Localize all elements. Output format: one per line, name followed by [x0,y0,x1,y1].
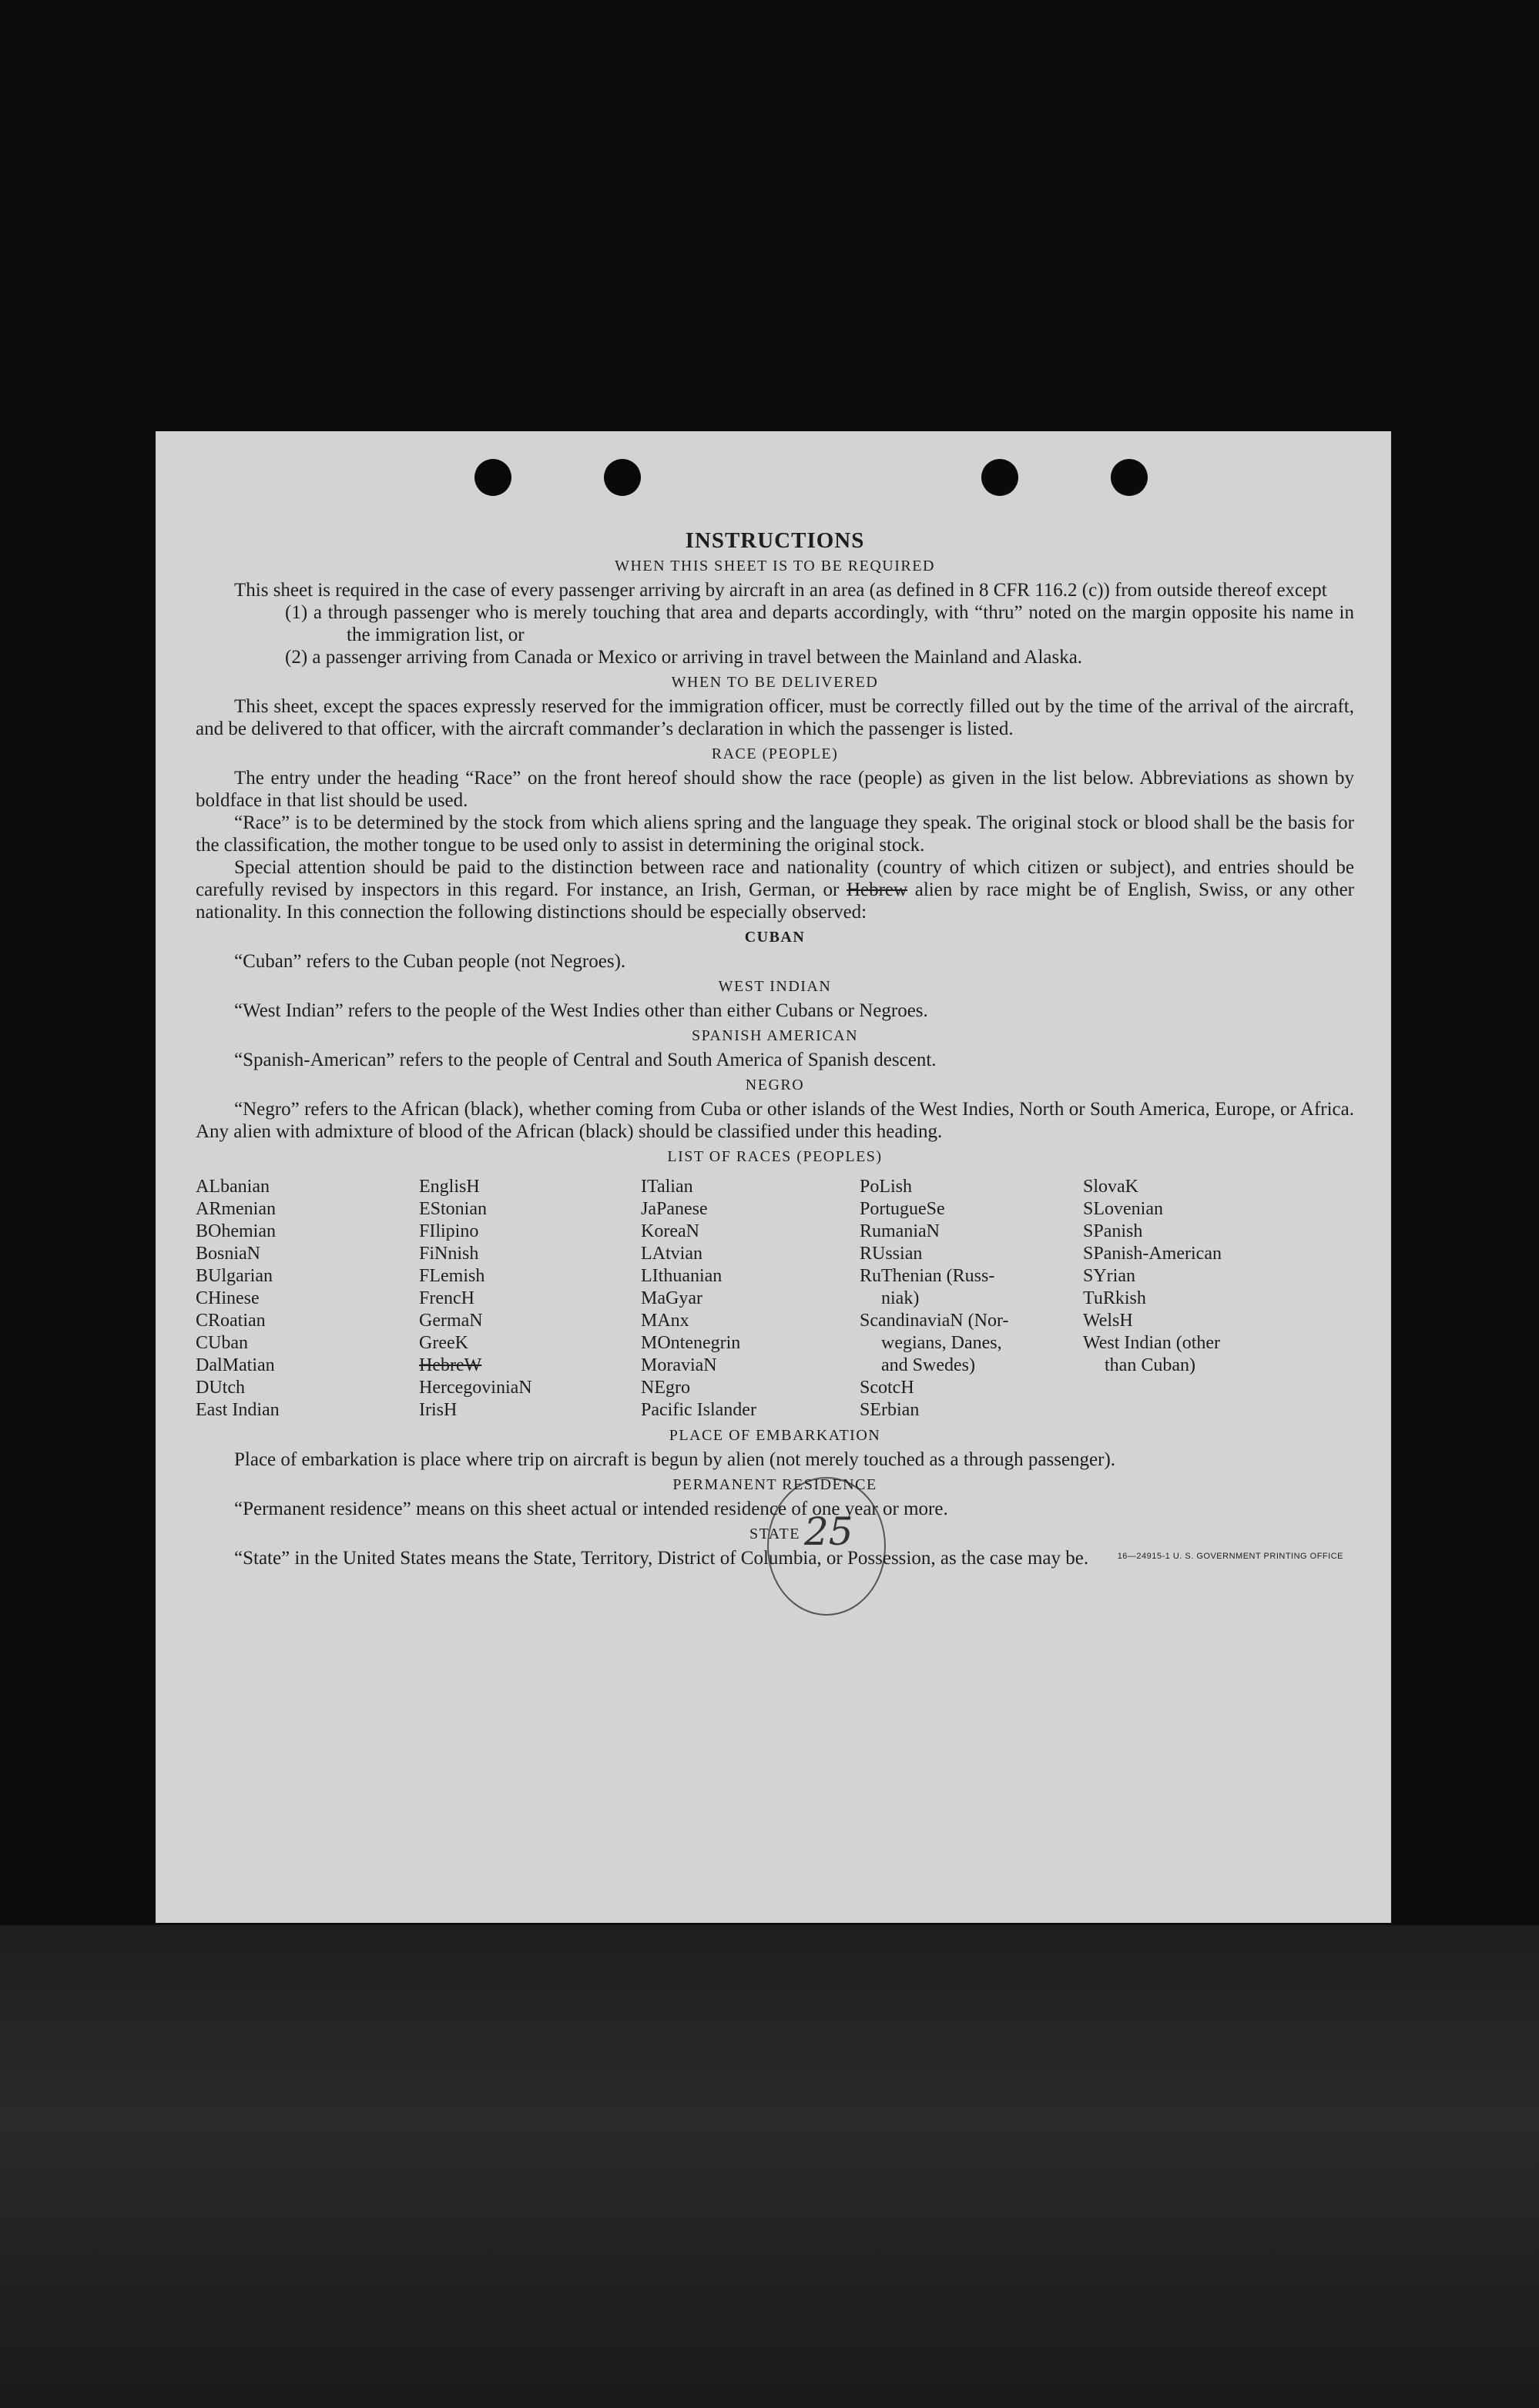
race-entry: FIlipino [419,1221,479,1241]
punch-hole [474,459,511,496]
exception-item-2: (2) a passenger arriving from Canada or Mexico or arriving in travel between the Mainland and Alaska. [285,647,1083,668]
handwritten-mark-text: 25 [804,1509,853,1554]
instruction-sheet [156,431,1391,1923]
punch-hole [1111,459,1148,496]
race-entry: MoraviaN [641,1355,717,1375]
race-entry: RuThenian (Russ- [860,1266,995,1286]
race-paragraph-3-start: Special attention should be paid to the distinction between race and nationality (country of which citizen or subject), and entries should be carefully revised by inspectors in this regard. For instance, an Irish, German, or [196,857,1354,900]
race-column [1083,1176,1283,1422]
race-entry: NEgro [641,1378,690,1398]
section-heading: WHEN TO BE DELIVERED [671,674,879,691]
race-entry: BUlgarian [196,1266,273,1286]
race-entry: ITalian [641,1177,693,1197]
race-entry: EStonian [419,1199,487,1219]
spanish-american-text: “Spanish-American” refers to the people of Central and South America of Spanish descent. [234,1050,937,1070]
race-entry: ScotcH [860,1378,914,1398]
race-entry: SLovenian [1083,1199,1163,1219]
race-column [641,1176,860,1422]
cuban-text: “Cuban” refers to the Cuban people (not Negroes). [234,951,626,972]
race-paragraph-3 [196,856,1354,923]
page-title: INSTRUCTIONS [685,528,865,553]
west-indian-text: “West Indian” refers to the people of the West Indies other than either Cubans or Negroes. [234,1000,928,1021]
section-heading: SPANISH AMERICAN [691,1027,859,1044]
race-entry: MOntenegrin [641,1333,741,1353]
race-entry-continuation: niak) [881,1288,920,1308]
section-heading: STATE [749,1526,800,1542]
race-paragraph-2: “Race” is to be determined by the stock from which aliens spring and the language they speak. The original stock or blood shall be the basis for the classification, the mother tongue to be used only to assist in determining the original stock. [196,812,1354,856]
race-entry: MAnx [641,1311,689,1331]
when-delivered-text: This sheet, except the spaces expressly reserved for the immigration officer, must be correctly filled out by the time of the arrival of the aircraft, and be delivered to that officer, with the aircraft commander’s declaration in which the passenger is listed. [196,696,1354,739]
race-entry-continuation: and Swedes) [881,1355,975,1375]
race-entry: LAtvian [641,1244,702,1264]
race-entry-struck: HebreW [419,1355,482,1375]
negro-text: “Negro” refers to the African (black), whether coming from Cuba or other islands of the West Indies, North or South America, Europe, or Africa. Any alien with admixture of blood of the African (black) should be classified under this heading. [196,1099,1354,1142]
race-entry-continuation: wegians, Danes, [881,1333,1002,1353]
race-entry: RumaniaN [860,1221,940,1241]
background-lower-band [0,1925,1539,2408]
race-entry: East Indian [196,1400,280,1420]
section-heading: RACE (PEOPLE) [711,745,839,762]
race-entry: DalMatian [196,1355,275,1375]
race-entry: MaGyar [641,1288,702,1308]
race-entry: GermaN [419,1311,483,1331]
race-entry: CUban [196,1333,248,1353]
race-entry: DUtch [196,1378,245,1398]
race-entry: PoLish [860,1177,913,1197]
race-entry: Pacific Islander [641,1400,756,1420]
race-entry: WelsH [1083,1311,1133,1331]
race-entry: BOhemian [196,1221,276,1241]
section-heading: LIST OF RACES (PEOPLES) [667,1148,883,1165]
race-entry: SErbian [860,1400,920,1420]
race-entry: SPanish-American [1083,1244,1222,1264]
race-entry: SlovaK [1083,1177,1138,1197]
punch-hole [981,459,1018,496]
printing-office-code: 16—24915-1 U. S. GOVERNMENT PRINTING OFFICE [1117,1552,1343,1561]
race-entry: CRoatian [196,1311,266,1331]
race-entry: FiNnish [419,1244,479,1264]
race-entry: HercegoviniaN [419,1378,532,1398]
race-entry: FLemish [419,1266,485,1286]
state-text: “State” in the United States means the State, Territory, District of Columbia, or Possession, as the case may be. [234,1548,1089,1569]
struck-word: Hebrew [846,879,908,900]
race-entry: West Indian (other [1083,1333,1221,1353]
race-entry: CHinese [196,1288,260,1308]
race-entry: FrencH [419,1288,474,1308]
race-list-table [196,1176,1354,1422]
residence-text: “Permanent residence” means on this sheet actual or intended residence of one year or more. [234,1499,948,1519]
race-entry: LIthuanian [641,1266,723,1286]
race-entry: ARmenian [196,1199,276,1219]
section-heading: PERMANENT RESIDENCE [672,1476,877,1493]
race-entry: JaPanese [641,1199,708,1219]
instructions-body [196,530,1354,1569]
section-heading: WEST INDIAN [718,978,832,995]
race-entry: SYrian [1083,1266,1135,1286]
race-entry: IrisH [419,1400,458,1420]
when-required-intro: This sheet is required in the case of every passenger arriving by aircraft in an area (as defined in 8 CFR 116.2 (c)) from outside thereof except [234,580,1327,601]
race-entry: ScandinaviaN (Nor- [860,1311,1009,1331]
race-entry: RUssian [860,1244,923,1264]
race-entry: KoreaN [641,1221,699,1241]
section-heading: WHEN THIS SHEET IS TO BE REQUIRED [615,558,935,574]
race-entry: TuRkish [1083,1288,1146,1308]
race-column [196,1176,419,1422]
race-entry: SPanish [1083,1221,1143,1241]
race-column [419,1176,641,1422]
section-heading: NEGRO [745,1077,805,1093]
embarkation-text: Place of embarkation is place where trip on aircraft is begun by alien (not merely touched as a through passenger). [234,1449,1116,1470]
race-paragraph-3-end: alien by race might be of English, Swiss, or any other nationality. In this connection the following distinctions should be especially observed: [196,879,1354,923]
race-entry: EnglisH [419,1177,480,1197]
race-entry: GreeK [419,1333,468,1353]
section-heading: PLACE OF EMBARKATION [669,1427,881,1444]
race-paragraph-1: The entry under the heading “Race” on the front hereof should show the race (people) as given in the list below. Abbreviations as shown by boldface in that list should be used. [196,768,1354,811]
race-entry: BosniaN [196,1244,260,1264]
race-entry: PortugueSe [860,1199,945,1219]
race-entry-continuation: than Cuban) [1105,1355,1195,1375]
exception-item-1: (1) a through passenger who is merely touching that area and departs accordingly, with “thru” noted on the margin opposite his name in the immigration list, or [285,602,1354,645]
section-heading: CUBAN [744,929,806,946]
race-entry: ALbanian [196,1177,270,1197]
punch-hole [604,459,641,496]
race-column [860,1176,1083,1422]
state-section [196,1547,1354,1569]
